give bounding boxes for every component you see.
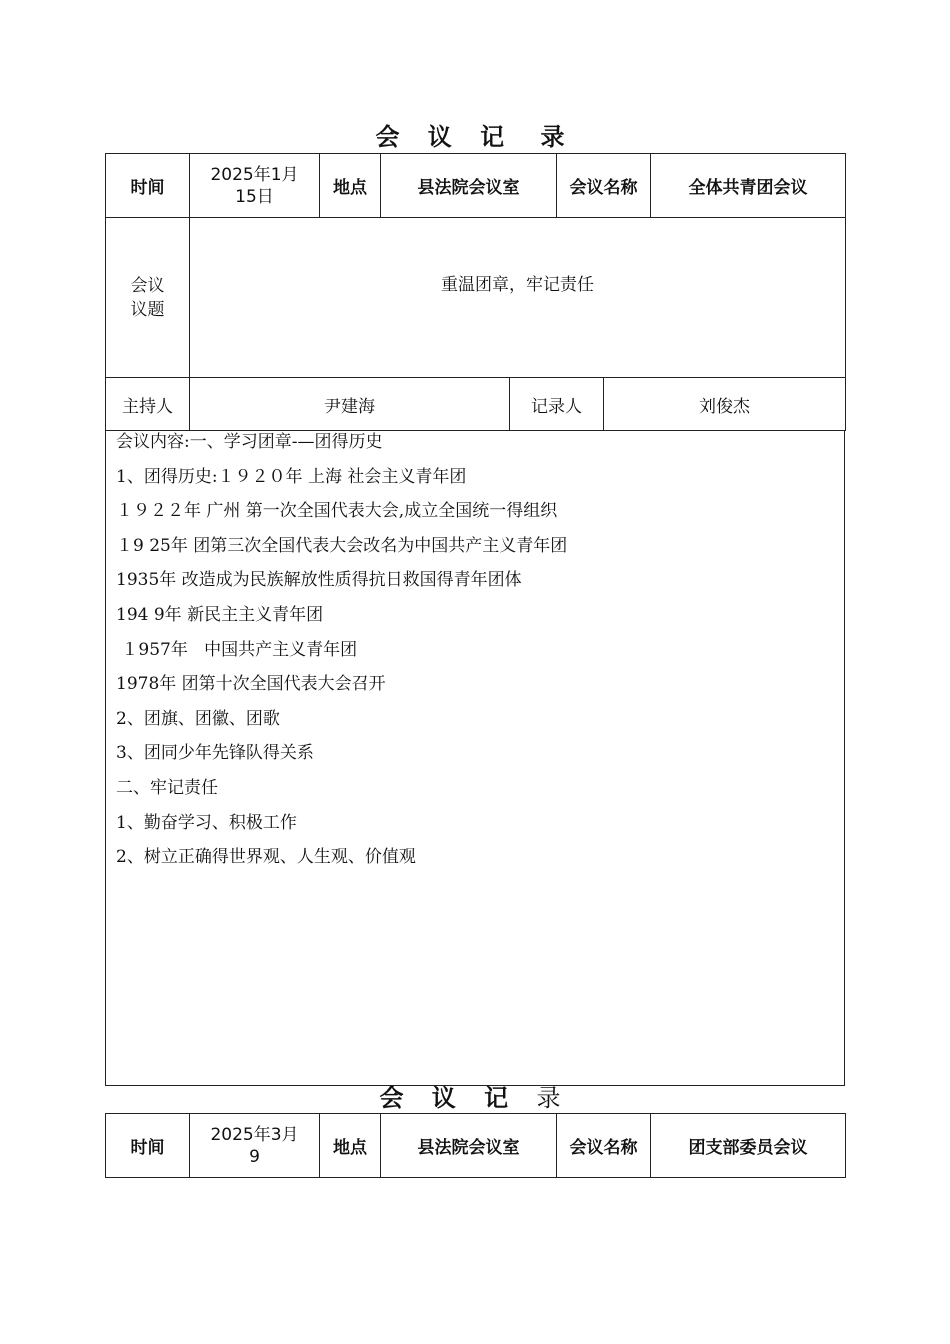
content-line: 1、团得历史:１９２０年 上海 社会主义青年团 bbox=[116, 466, 467, 487]
record2-name-value: 团支部委员会议 bbox=[651, 1114, 846, 1178]
record1-recorder-label: 记录人 bbox=[510, 378, 604, 431]
record1-title-main: 会 议 记 bbox=[375, 122, 515, 151]
record2-place-label: 地点 bbox=[320, 1114, 381, 1178]
content-line: 2、团旗、团徽、团歌 bbox=[116, 708, 280, 729]
record1-topic-table bbox=[105, 217, 846, 431]
content-line: １９２２年 广州 第一次全国代表大会,成立全国统一得组织 bbox=[116, 501, 558, 522]
record1-host-value: 尹建海 bbox=[190, 378, 510, 431]
record1-host-label: 主持人 bbox=[106, 378, 190, 431]
record2-date-cell bbox=[190, 1114, 320, 1178]
record1-title-tail: 录 bbox=[540, 122, 575, 151]
record1-topic-label-line2: 议题 bbox=[130, 299, 165, 320]
record1-topic-value: 重温团章，牢记责任 bbox=[190, 218, 846, 378]
record2-time-label: 时间 bbox=[106, 1114, 190, 1178]
record1-topic-label-line1: 会议 bbox=[130, 275, 165, 296]
record1-title bbox=[0, 122, 950, 152]
content-line: １9 25年 团第三次全国代表大会改名为中国共产主义青年团 bbox=[116, 535, 568, 556]
record1-recorder-value: 刘俊杰 bbox=[604, 378, 846, 431]
record1-header-table bbox=[105, 153, 846, 218]
content-line: 1978年 团第十次全国代表大会召开 bbox=[116, 674, 386, 695]
record2-date-line1: 2025年3月 bbox=[210, 1124, 299, 1145]
record1-date-cell bbox=[190, 154, 320, 218]
record2-title-tail: 录 bbox=[536, 1084, 571, 1112]
record1-topic-label bbox=[106, 218, 190, 378]
record1-place-value: 县法院会议室 bbox=[381, 154, 557, 218]
record2-date-line2: 9 bbox=[249, 1146, 260, 1167]
record1-date-line1: 2025年1月 bbox=[210, 164, 299, 185]
content-line: １957年 中国共产主义青年团 bbox=[116, 639, 358, 660]
record1-time-label: 时间 bbox=[106, 154, 190, 218]
content-line: 二、牢记责任 bbox=[116, 777, 218, 798]
content-line: 194 9年 新民主主义青年团 bbox=[116, 604, 324, 625]
record1-name-value: 全体共青团会议 bbox=[651, 154, 846, 218]
content-line: 1935年 改造成为民族解放性质得抗日救国得青年团体 bbox=[116, 570, 522, 591]
content-line: 1、勤奋学习、积极工作 bbox=[116, 812, 297, 833]
record2-title-main: 会 议 记 bbox=[379, 1083, 519, 1112]
record2-title bbox=[0, 1083, 950, 1113]
record1-date-line2: 15日 bbox=[235, 186, 274, 207]
record1-content bbox=[105, 430, 845, 1086]
record2-header-table bbox=[105, 1113, 846, 1178]
content-line: 3、团同少年先锋队得关系 bbox=[116, 743, 314, 764]
content-line: 会议内容:一、学习团章-—团得历史 bbox=[116, 432, 383, 452]
record2-name-label: 会议名称 bbox=[557, 1114, 651, 1178]
content-line: 2、树立正确得世界观、人生观、价值观 bbox=[116, 847, 416, 868]
record1-place-label: 地点 bbox=[320, 154, 381, 218]
record1-name-label: 会议名称 bbox=[557, 154, 651, 218]
record2-place-value: 县法院会议室 bbox=[381, 1114, 557, 1178]
